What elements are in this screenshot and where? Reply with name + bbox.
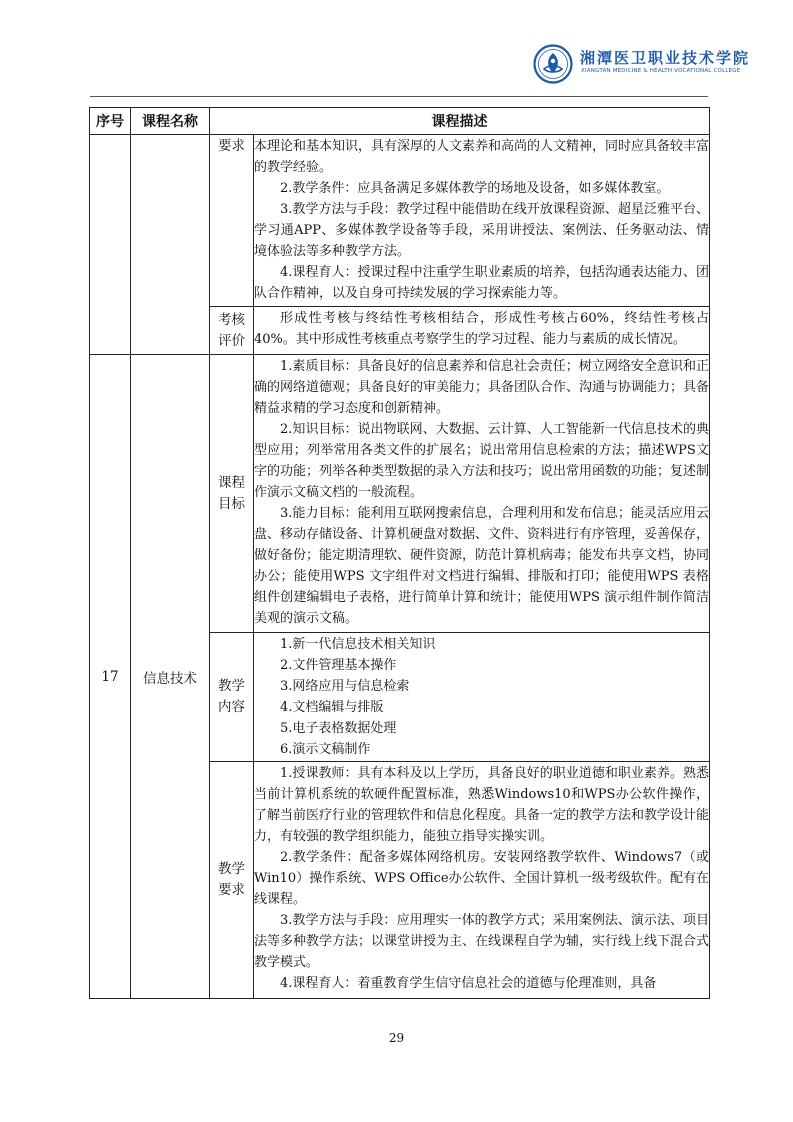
paragraph: 2.知识目标：说出物联网、大数据、云计算、人工智能新一代信息技术的典型应用；列举常用各类文件的扩展名；说出常用信息检索的方法；描述WPS文字的功能；列举各种类型数据的录入方法和技巧；说出常用函数的功能；复述制作演示文稿文档的一般流程。 <box>254 422 710 500</box>
paragraph: 3.能力目标：能利用互联网搜索信息，合理利用和发布信息；能灵活应用云盘、移动存储设备、计算机硬盘对数据、文件、资料进行有序管理，妥善保存，做好备份；能定期清理软、硬件资源，防范计算机病毒；能发布共享文档，协同办公；能使用WPS 文字组件对文档进行编辑、排版和打印；能使用WPS 表格组件创建编辑电子表格，进行简单计算和统计；能使用WPS 演示组件制作简洁美观的演示文稿。 <box>254 506 710 626</box>
prev-course-name-cell <box>131 135 210 355</box>
paragraph: 3.教学方法与手段：应用理实一体的教学方式；采用案例法、演示法、项目法等多种教学方法；以课堂讲授为主、在线课程自学为辅，实行线上线下混合式教学模式。 <box>254 913 710 970</box>
page-header <box>0 0 793 100</box>
page-number: 29 <box>388 1031 405 1045</box>
section-label-goals <box>210 355 254 633</box>
list-item: 6.演示文稿制作 <box>280 742 371 757</box>
section-label-requirements <box>210 762 254 999</box>
section-description <box>254 307 710 355</box>
prev-course-number-cell <box>90 135 131 355</box>
col-header-description: 课程描述 <box>210 108 710 135</box>
school-name-en: XIANGTAN MEDICINE & HEALTH VOCATIONAL COLLEGE <box>581 68 741 74</box>
label-line: 目标 <box>218 495 245 512</box>
section-description <box>254 135 710 307</box>
col-header-number: 序号 <box>90 108 131 135</box>
course-goals-description <box>254 355 710 633</box>
label-line: 内容 <box>218 699 245 715</box>
course-table <box>89 107 710 999</box>
paragraph: 1.素质目标：具备良好的信息素养和信息社会责任；树立网络安全意识和正确的网络道德观；具备良好的审美能力；具备团队合作、沟通与协调能力；具备精益求精的学习态度和创新精神。 <box>254 359 710 416</box>
section-label: 要求 <box>210 135 254 307</box>
table-row <box>90 355 710 633</box>
table-row <box>90 135 710 307</box>
label-line: 要求 <box>218 882 245 898</box>
paragraph: 2.教学条件：应具备满足多媒体教学的场地及设备，如多媒体教室。 <box>280 181 670 196</box>
table-header-row <box>90 108 710 135</box>
list-item: 5.电子表格数据处理 <box>280 721 397 736</box>
section-label <box>210 307 254 355</box>
college-logo-icon <box>533 44 573 84</box>
label-line: 评价 <box>218 332 245 349</box>
section-label-content <box>210 633 254 762</box>
list-item: 4.文档编辑与排版 <box>280 700 384 715</box>
list-item: 2.文件管理基本操作 <box>280 658 397 673</box>
label-line: 教学 <box>218 678 245 694</box>
school-name-cn: 湘潭医卫职业技术学院 <box>580 49 751 67</box>
label-line: 考核 <box>218 311 245 328</box>
paragraph: 4.课程育人：授课过程中注重学生职业素质的培养，包括沟通表达能力、团队合作精神，以及自身可持续发展的学习探索能力等。 <box>254 265 709 301</box>
course-requirements-description <box>254 762 710 999</box>
list-item: 3.网络应用与信息检索 <box>280 679 410 694</box>
paragraph: 1.授课教师：具有本科及以上学历，具备良好的职业道德和职业素养。熟悉当前计算机系统的软硬件配置标准，熟悉Windows10和WPS办公软件操作，了解当前医疗行业的管理软件和信息化程度。具备一定的教学方法和教学设计能力，有较强的教学组织能力，能独立指导实操实训。 <box>254 766 710 844</box>
course-name: 信息技术 <box>131 355 210 999</box>
paragraph: 3.教学方法与手段：教学过程中能借助在线开放课程资源、超星泛雅平台、学习通APP、多媒体教学设备等手段，采用讲授法、案例法、任务驱动法、情境体验法等多种教学方法。 <box>254 202 709 259</box>
paragraph: 4.课程育人：着重教育学生信守信息社会的道德与伦理准则，具备 <box>280 976 657 991</box>
label-line: 教学 <box>218 861 245 877</box>
col-header-course-name: 课程名称 <box>131 108 210 135</box>
paragraph: 形成性考核与终结性考核相结合，形成性考核占60%，终结性考核占40%。其中形成性考核重点考察学生的学习过程、能力与素质的成长情况。 <box>254 311 709 347</box>
course-number: 17 <box>90 355 131 999</box>
list-item: 1.新一代信息技术相关知识 <box>280 637 436 652</box>
paragraph: 2.教学条件：配备多媒体网络机房。安装网络教学软件、Windows7（或Win10）操作系统、WPS Office办公软件、全国计算机一级考级软件。配有在线课程。 <box>254 850 709 907</box>
paragraph: 本理论和基本知识，具有深厚的人文素养和高尚的人文精神，同时应具备较丰富的教学经验。 <box>254 139 710 175</box>
label-line: 课程 <box>218 474 245 491</box>
header-rule <box>90 96 708 97</box>
course-content-list <box>254 633 710 762</box>
